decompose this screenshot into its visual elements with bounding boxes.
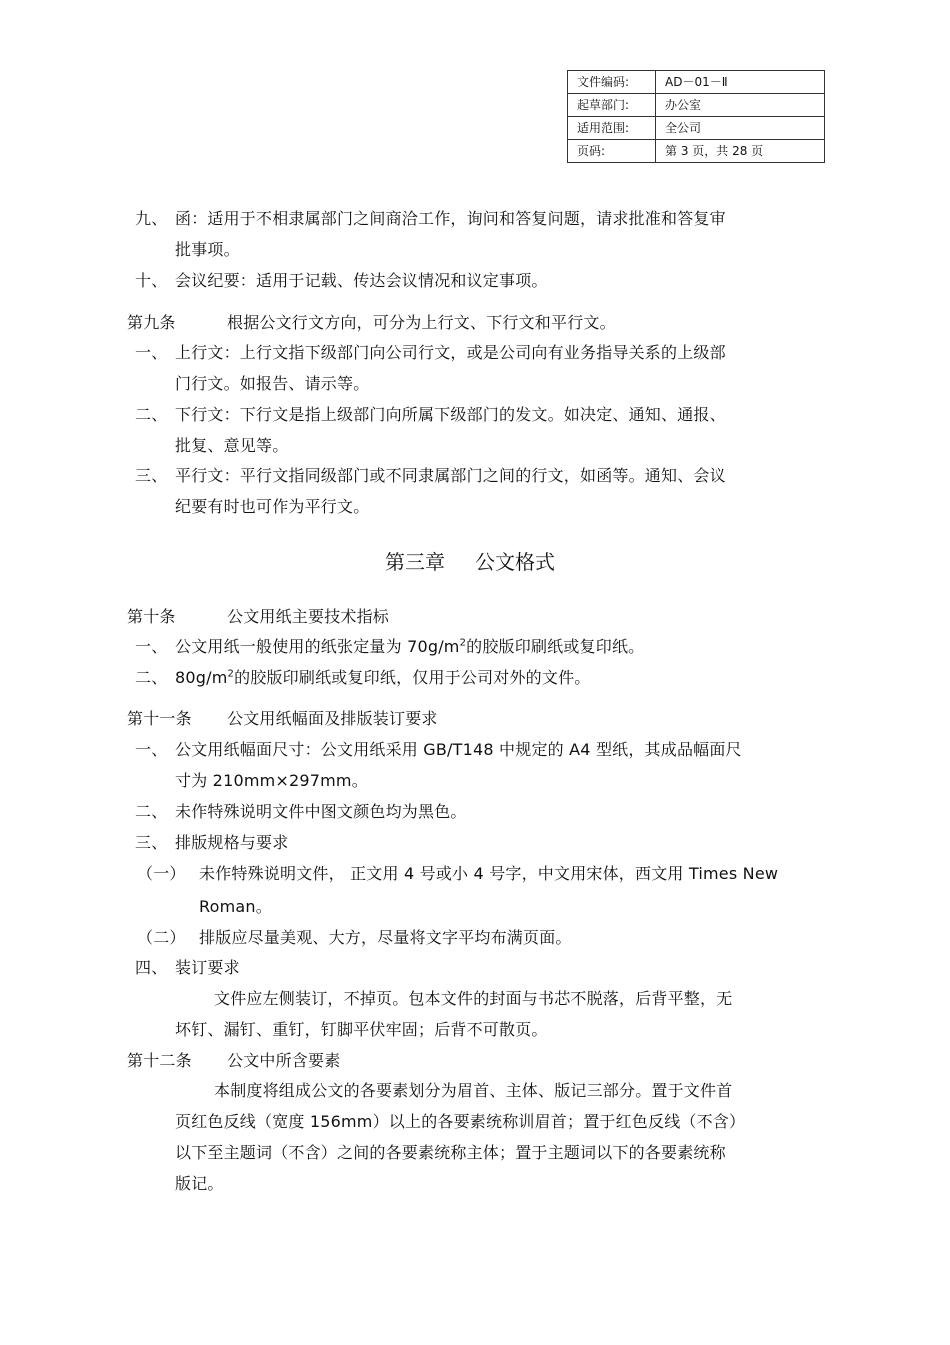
item-text: 排版规格与要求 [175,833,289,852]
list-item [135,343,726,363]
list-item [135,668,590,688]
item-number: 一、 [135,637,168,656]
item-number: 一、 [135,343,168,362]
article-text: 公文用纸幅面及排版装订要求 [227,709,438,728]
table-row [568,140,825,163]
list-item [135,209,726,229]
list-item [135,833,288,853]
item-continuation: 批复、意见等。 [175,436,289,455]
document-info-table [567,70,825,163]
article-text: 根据公文行文方向，可分为上行文、下行文和平行文。 [227,313,616,332]
item-number: （二） [137,928,186,947]
sub-list-item [137,928,572,948]
info-value: 全公司 [656,117,825,140]
item-text: 排版应尽量美观、大方，尽量将文字平均布满页面。 [199,928,572,947]
item-number: 十、 [135,271,168,290]
article-text: 公文用纸主要技术指标 [227,607,390,626]
article-text: 公文中所含要素 [227,1051,341,1070]
paragraph-line: 版记。 [175,1174,224,1193]
list-item [135,466,726,486]
info-key: 适用范围: [568,117,656,140]
table-row [568,71,825,94]
article-heading [127,1051,340,1071]
item-text: 的胶版印刷纸或复印纸，仅用于公司对外的文件。 [234,668,591,687]
item-continuation: Roman。 [199,897,272,916]
item-text: 公文用纸幅面尺寸：公文用纸采用 GB/T148 中规定的 A4 型纸，其成品幅面尺 [175,740,742,759]
list-item [135,271,548,291]
item-number: 四、 [135,958,168,977]
item-text: 装订要求 [175,958,240,977]
chapter-title: 公文格式 [475,550,555,574]
item-number: 二、 [135,802,168,821]
list-item [135,740,742,760]
item-text: 80g/m [175,668,228,687]
item-text: 未作特殊说明文件， 正文用 4 号或小 4 号字，中文用宋体，西文用 Times New [199,864,779,883]
table-row [568,117,825,140]
article-label: 第十二条 [127,1051,192,1070]
paragraph-line: 本制度将组成公文的各要素划分为眉首、主体、版记三部分。置于文件首 [214,1081,733,1100]
item-number: （一） [137,864,186,883]
item-number: 一、 [135,740,168,759]
item-continuation: 批事项。 [175,240,240,259]
article-label: 第十一条 [127,709,192,728]
paragraph-line: 坏钉、漏钉、重钉，钉脚平伏牢固；后背不可散页。 [175,1020,548,1039]
item-continuation: 门行文。如报告、请示等。 [175,374,370,393]
info-key: 文件编码: [568,71,656,94]
item-text: 函：适用于不相隶属部门之间商洽工作，询问和答复问题，请求批准和答复审 [175,209,726,228]
info-value: 办公室 [656,94,825,117]
item-number: 九、 [135,209,168,228]
item-continuation: 寸为 210mm×297mm。 [175,771,368,790]
superscript: 2 [459,637,467,649]
item-number: 二、 [135,668,168,687]
article-heading [127,607,389,627]
article-label: 第九条 [127,313,176,332]
info-key: 起草部门: [568,94,656,117]
paragraph-line: 文件应左侧装订，不掉页。包本文件的封面与书芯不脱落，后背平整，无 [214,989,733,1008]
table-row [568,94,825,117]
superscript: 2 [227,668,235,680]
item-number: 三、 [135,466,168,485]
item-text: 的胶版印刷纸或复印纸。 [466,637,645,656]
info-value: AD－01－Ⅱ [656,71,825,94]
chapter-heading [0,549,940,575]
list-item [135,637,644,657]
item-text: 平行文：平行文指同级部门或不同隶属部门之间的行文，如函等。通知、会议 [175,466,726,485]
list-item [135,958,240,978]
sub-list-item [137,864,778,884]
item-text: 上行文：上行文指下级部门向公司行文，或是公司向有业务指导关系的上级部 [175,343,726,362]
article-heading [127,709,438,729]
paragraph-line: 页红色反线（宽度 156mm）以上的各要素统称训眉首；置于红色反线（不含） [175,1112,746,1131]
chapter-number: 第三章 [385,550,445,574]
item-text: 会议纪要：适用于记载、传达会议情况和议定事项。 [175,271,548,290]
item-continuation: 纪要有时也可作为平行文。 [175,497,370,516]
paragraph-line: 以下至主题词（不含）之间的各要素统称主体；置于主题词以下的各要素统称 [175,1143,726,1162]
item-text: 公文用纸一般使用的纸张定量为 70g/m [175,637,460,656]
item-text: 未作特殊说明文件中图文颜色均为黑色。 [175,802,467,821]
article-heading [127,313,616,333]
list-item [135,405,726,425]
item-number: 二、 [135,405,168,424]
article-label: 第十条 [127,607,176,626]
item-number: 三、 [135,833,168,852]
item-text: 下行文：下行文是指上级部门向所属下级部门的发文。如决定、通知、通报、 [175,405,726,424]
list-item [135,802,467,822]
info-value: 第 3 页，共 28 页 [656,140,825,163]
info-key: 页码: [568,140,656,163]
